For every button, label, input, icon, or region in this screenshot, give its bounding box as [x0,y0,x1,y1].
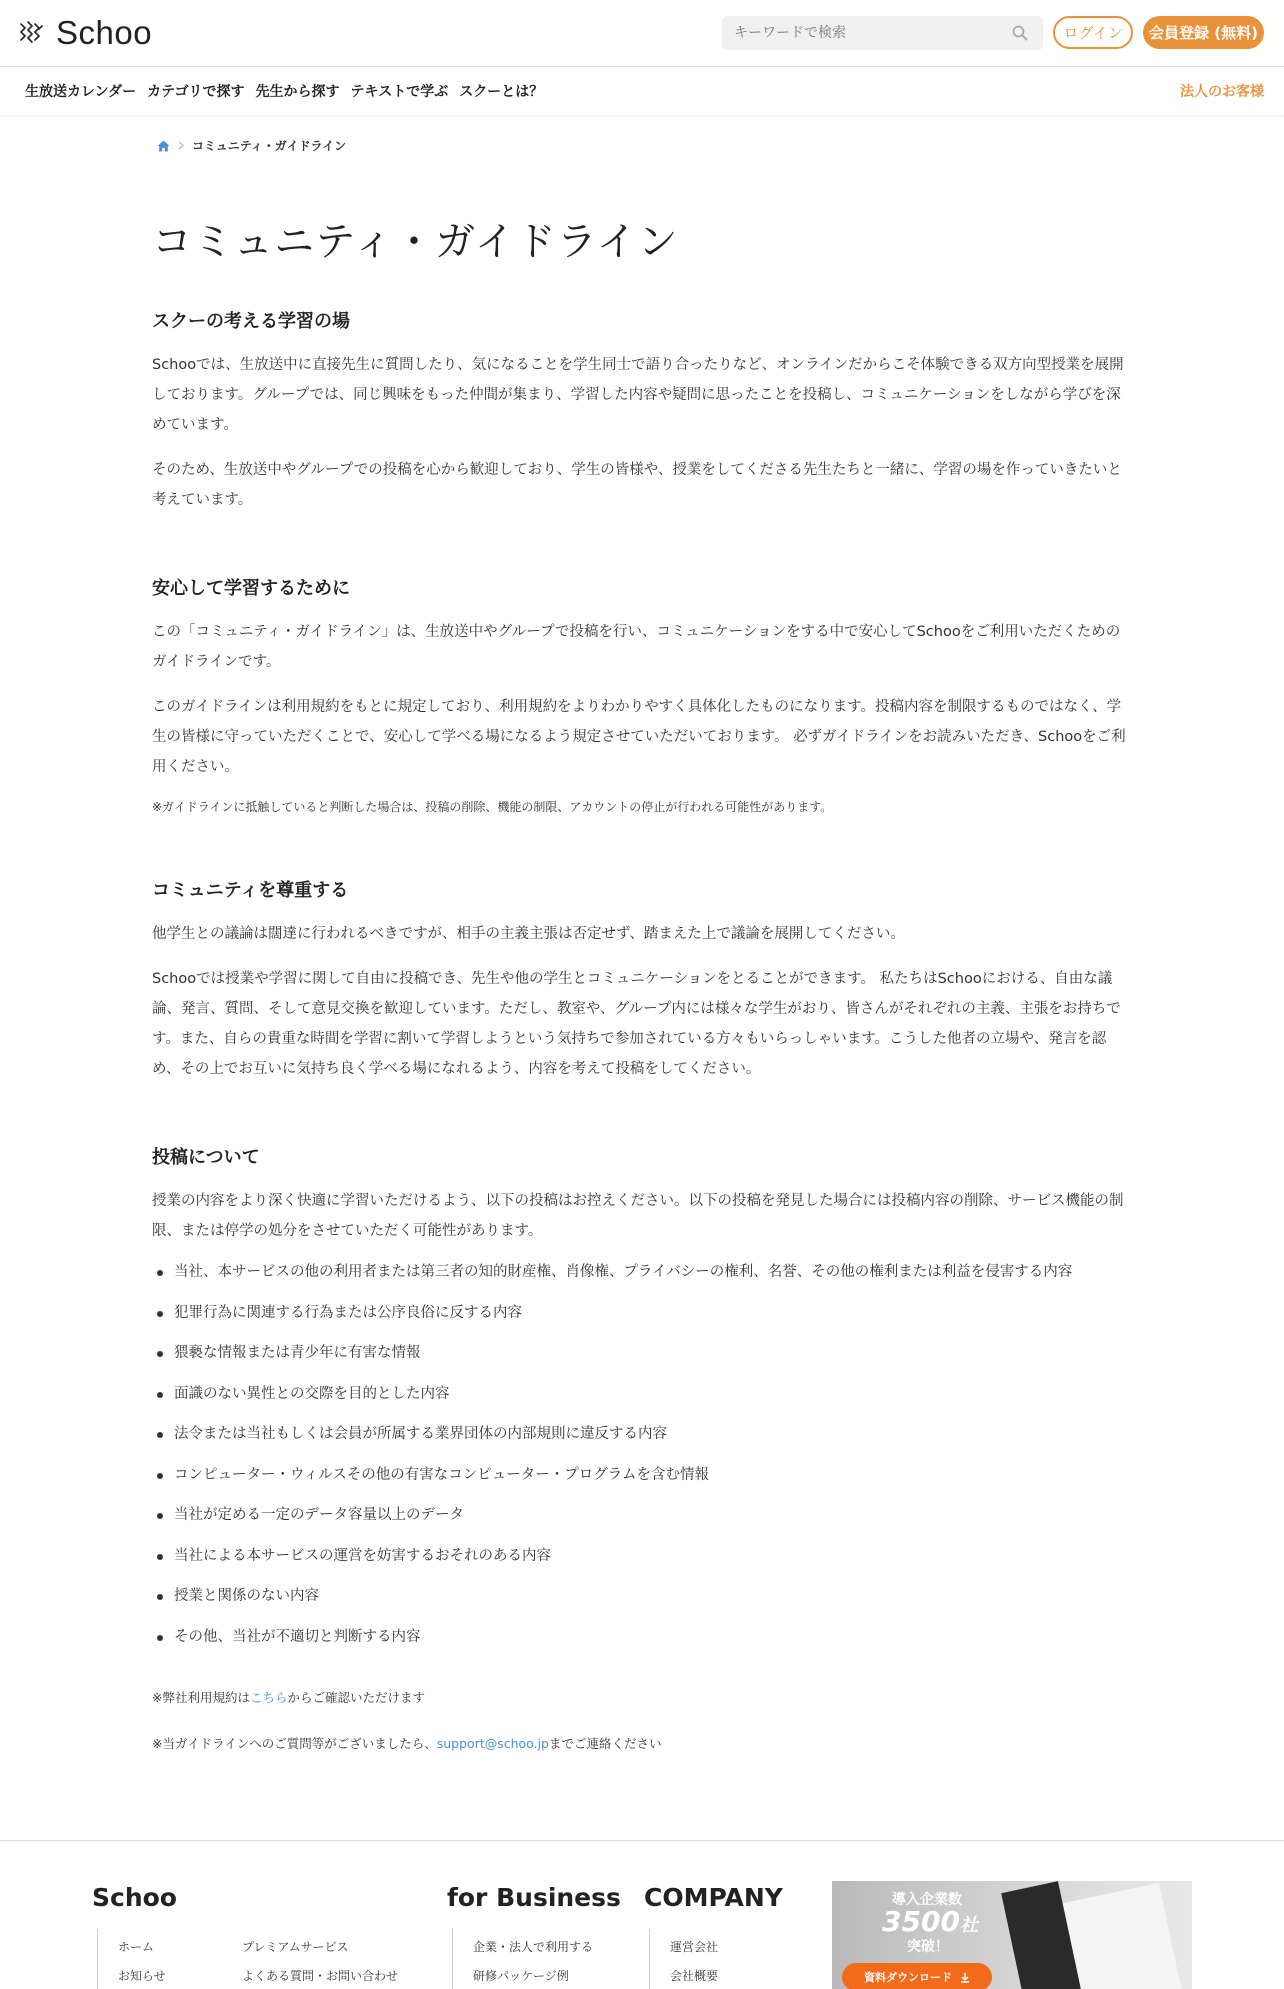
footer-divider [649,1929,650,1989]
section-paragraph: このガイドラインは利用規約をもとに規定しており、利用規約をよりわかりやすく具体化したものになります。投稿内容を制限するものではなく、学生の皆様に守っていただくことで、安心して学べる場になるよう規定させていただいております。 必ずガイドラインをお読みいただき、Schooをご利用ください。 [152,699,1126,775]
support-email-link[interactable]: support@schoo.jp [436,1736,549,1751]
section-paragraph: Schooでは、生放送中に直接先生に質問したり、気になることを学生同士で語り合ったりなど、オンラインだからこそ体験できる双方向型授業を展開しております。グループでは、同じ興味をもった仲間が集まり、学習した内容や疑問に思ったことを投稿し、コミュニケーションをしながら学びを深めています。 [152,357,1124,433]
section-respect-community [152,876,1128,1084]
footer-divider [452,1929,453,1989]
site-footer [0,1840,1284,1989]
footer-link-home[interactable]: ホーム [118,1940,155,1954]
section-paragraph: 他学生との議論は闊達に行われるべきですが、相手の主義主張は否定せず、踏まえた上で議論を展開してください。 [152,926,905,942]
terms-link[interactable]: こちら [249,1690,288,1705]
search-input[interactable] [722,16,1043,50]
contact-note-suffix: までご連絡ください [549,1736,662,1751]
page-title: コミュニティ・ガイドライン [152,219,679,265]
logo-text: Schoo [56,14,153,51]
site-header [0,0,1284,67]
footer-divider [97,1929,98,1989]
schoo-logo[interactable] [18,14,152,52]
footer-link-corporate-use[interactable]: 企業・法人で利用する [473,1940,594,1954]
terms-note-suffix: からご確認いただけます [287,1690,426,1705]
breadcrumb [157,137,346,154]
footer-business-title: for Business [447,1883,621,1912]
sub-navigation [0,67,1284,115]
contact-note-prefix: ※当ガイドラインへのご質問等がございましたら、 [152,1736,437,1751]
footer-link-company-profile[interactable]: 会社概要 [670,1969,719,1983]
download-icon [960,1972,970,1983]
section-learning-place [152,307,1128,515]
nav-about[interactable]: スクーとは？ [459,84,544,100]
list-item: 法令または当社もしくは会員が所属する業界団体の内部規則に違反する内容 [152,1423,1128,1445]
login-button[interactable]: ログイン [1053,16,1133,49]
banner-number [882,1905,978,1938]
footer-company-title: COMPANY [644,1883,783,1912]
breadcrumb-current: コミュニティ・ガイドライン [192,139,347,153]
section-note: ※ガイドラインに抵触していると判断した場合は、投稿の削除、機能の制限、アカウントの停止が行われる可能性があります。 [152,800,833,814]
nav-categories[interactable]: カテゴリで探す [147,84,245,100]
section-heading: スクーの考える学習の場 [152,311,350,332]
banner-line1: 導入企業数 [892,1892,962,1908]
register-button[interactable]: 会員登録 (無料) [1143,16,1264,49]
list-item: 授業と関係のない内容 [152,1585,1128,1607]
section-paragraph: Schooでは授業や学習に関して自由に投稿でき、先生や他の学生とコミュニケーションをとることができます。 私たちはSchooにおける、自由な議論、発言、質問、そして意見交換を歓迎しています。ただし、教室や、グループ内には様々な学生がおり、皆さんがそれぞれの主義、主張をお持ちです。また、自らの貴重な時間を学習に割いて学習しようという気持ちで参加されている方々もいらっしゃいます。こうした他者の立場や、発言を認め、その上でお互いに気持ち良く学べる場になれるよう、内容を考えて投稿をしてください。 [152,971,1121,1077]
section-paragraph: この「コミュニティ・ガイドライン」は、生放送中やグループで投稿を行い、コミュニケーションをする中で安心してSchooをご利用いただくためのガイドラインです。 [152,624,1121,670]
prohibited-list [152,1261,1128,1648]
list-item: 当社による本サービスの運営を妨害するおそれのある内容 [152,1545,1128,1567]
section-paragraph: 授業の内容をより深く快適に学習いただけるよう、以下の投稿はお控えください。以下の投稿を発見した場合には投稿内容の削除、サービス機能の制限、または停学の処分をさせていただく可能性があります。 [152,1193,1124,1239]
section-safe-learning [152,574,1128,817]
banner-number-unit: 社 [959,1915,978,1936]
footer-link-operator[interactable]: 運営会社 [670,1940,719,1954]
list-item: その他、当社が不適切と判断する内容 [152,1626,1128,1648]
nav-text-learning[interactable]: テキストで学ぶ [350,84,449,100]
terms-note [152,1688,1128,1708]
footer-link-training-package[interactable]: 研修パッケージ例 [473,1969,569,1983]
list-item: 当社が定める一定のデータ容量以上のデータ [152,1504,1128,1526]
main-content [152,210,1128,1754]
banner-card-image [1001,1881,1081,1989]
section-heading: コミュニティを尊重する [152,880,349,901]
list-item: 犯罪行為に関連する行為または公序良俗に反する内容 [152,1302,1128,1324]
download-button-label: 資料ダウンロード [864,1971,952,1984]
section-heading: 安心して学習するために [152,578,350,599]
section-posting [152,1143,1128,1648]
list-item: コンピューター・ウィルスその他の有害なコンピューター・プログラムを含む情報 [152,1464,1128,1486]
footer-link-premium[interactable]: プレミアムサービス [242,1940,349,1954]
footer-link-faq[interactable]: よくある質問・お問い合わせ [242,1969,399,1983]
contact-note [152,1734,1128,1754]
footer-link-news[interactable]: お知らせ [118,1969,166,1983]
business-banner[interactable] [832,1881,1192,1989]
terms-note-prefix: ※弊社利用規約は [152,1690,250,1705]
banner-line3: 突破！ [907,1939,949,1955]
section-paragraph: そのため、生放送中やグループでの投稿を心から歓迎しており、学生の皆様や、授業をしてくださる先生たちと一緒に、学習の場を作っていきたいと考えています。 [152,462,1122,508]
list-item: 当社、本サービスの他の利用者または第三者の知的財産権、肖像権、プライバシーの権利、名誉、その他の権利または利益を侵害する内容 [152,1261,1128,1283]
schoo-logo-icon [18,19,46,47]
banner-number-value: 3500 [882,1905,960,1938]
list-item: 猥褻な情報または青少年に有害な情報 [152,1342,1128,1364]
chevron-right-icon [178,141,184,150]
search-icon[interactable] [1012,25,1028,41]
nav-teachers[interactable]: 先生から探す [255,84,340,100]
section-heading: 投稿について [152,1147,260,1168]
list-item: 面識のない異性との交際を目的とした内容 [152,1383,1128,1405]
download-button[interactable] [842,1963,992,1989]
home-icon[interactable] [157,140,170,152]
nav-corporate[interactable]: 法人のお客様 [1180,84,1264,100]
nav-live-calendar[interactable]: 生放送カレンダー [25,84,137,100]
footer-schoo-title: Schoo [92,1883,177,1912]
